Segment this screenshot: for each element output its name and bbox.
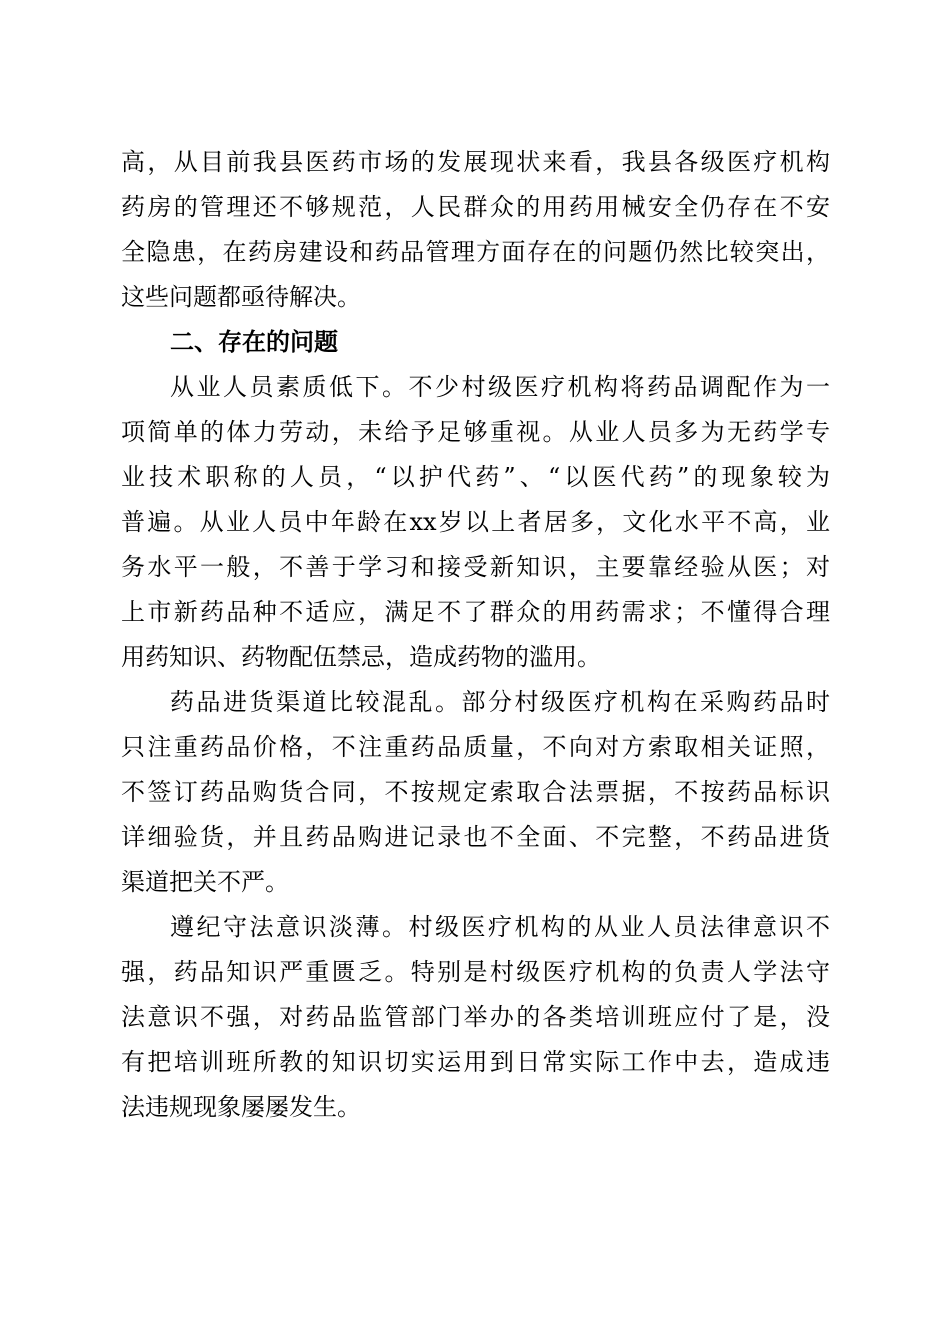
paragraph-line: 法违规现象屡屡发生。 [121,1093,361,1121]
paragraph-line: 只注重药品价格，不注重药品质量，不向对方索取相关证照， [121,733,830,761]
paragraph-line: 普遍。从业人员中年龄在xx岁以上者居多，文化水平不高，业 [121,508,830,536]
paragraph-line: 这些问题都亟待解决。 [121,283,361,311]
paragraph-line: 从业人员素质低下。不少村级医疗机构将药品调配作为一 [170,373,830,401]
paragraph-line: 上市新药品种不适应，满足不了群众的用药需求；不懂得合理 [121,598,830,626]
paragraph-line: 务水平一般，不善于学习和接受新知识，主要靠经验从医；对 [121,553,830,581]
paragraph-line: 药品进货渠道比较混乱。部分村级医疗机构在采购药品时 [170,688,830,716]
paragraph-line: 不签订药品购货合同，不按规定索取合法票据，不按药品标识 [121,778,830,806]
paragraph-line: 遵纪守法意识淡薄。村级医疗机构的从业人员法律意识不 [170,913,830,941]
paragraph-line: 业技术职称的人员，“以护代药”、“以医代药”的现象较为 [121,463,830,491]
paragraph-line: 法意识不强，对药品监管部门举办的各类培训班应付了是，没 [121,1003,830,1031]
paragraph-line: 高，从目前我县医药市场的发展现状来看，我县各级医疗机构 [121,148,830,176]
paragraph-line: 全隐患，在药房建设和药品管理方面存在的问题仍然比较突出， [121,238,830,266]
paragraph-line: 强，药品知识严重匮乏。特别是村级医疗机构的负责人学法守 [121,958,830,986]
paragraph-line: 渠道把关不严。 [121,868,289,896]
section-heading: 二、存在的问题 [170,328,338,356]
paragraph-line: 项简单的体力劳动，未给予足够重视。从业人员多为无药学专 [121,418,830,446]
paragraph-line: 详细验货，并且药品购进记录也不全面、不完整，不药品进货 [121,823,830,851]
paragraph-line: 有把培训班所教的知识切实运用到日常实际工作中去，造成违 [121,1048,830,1076]
paragraph-line: 用药知识、药物配伍禁忌，造成药物的滥用。 [121,643,601,671]
paragraph-line: 药房的管理还不够规范，人民群众的用药用械安全仍存在不安 [121,193,830,221]
